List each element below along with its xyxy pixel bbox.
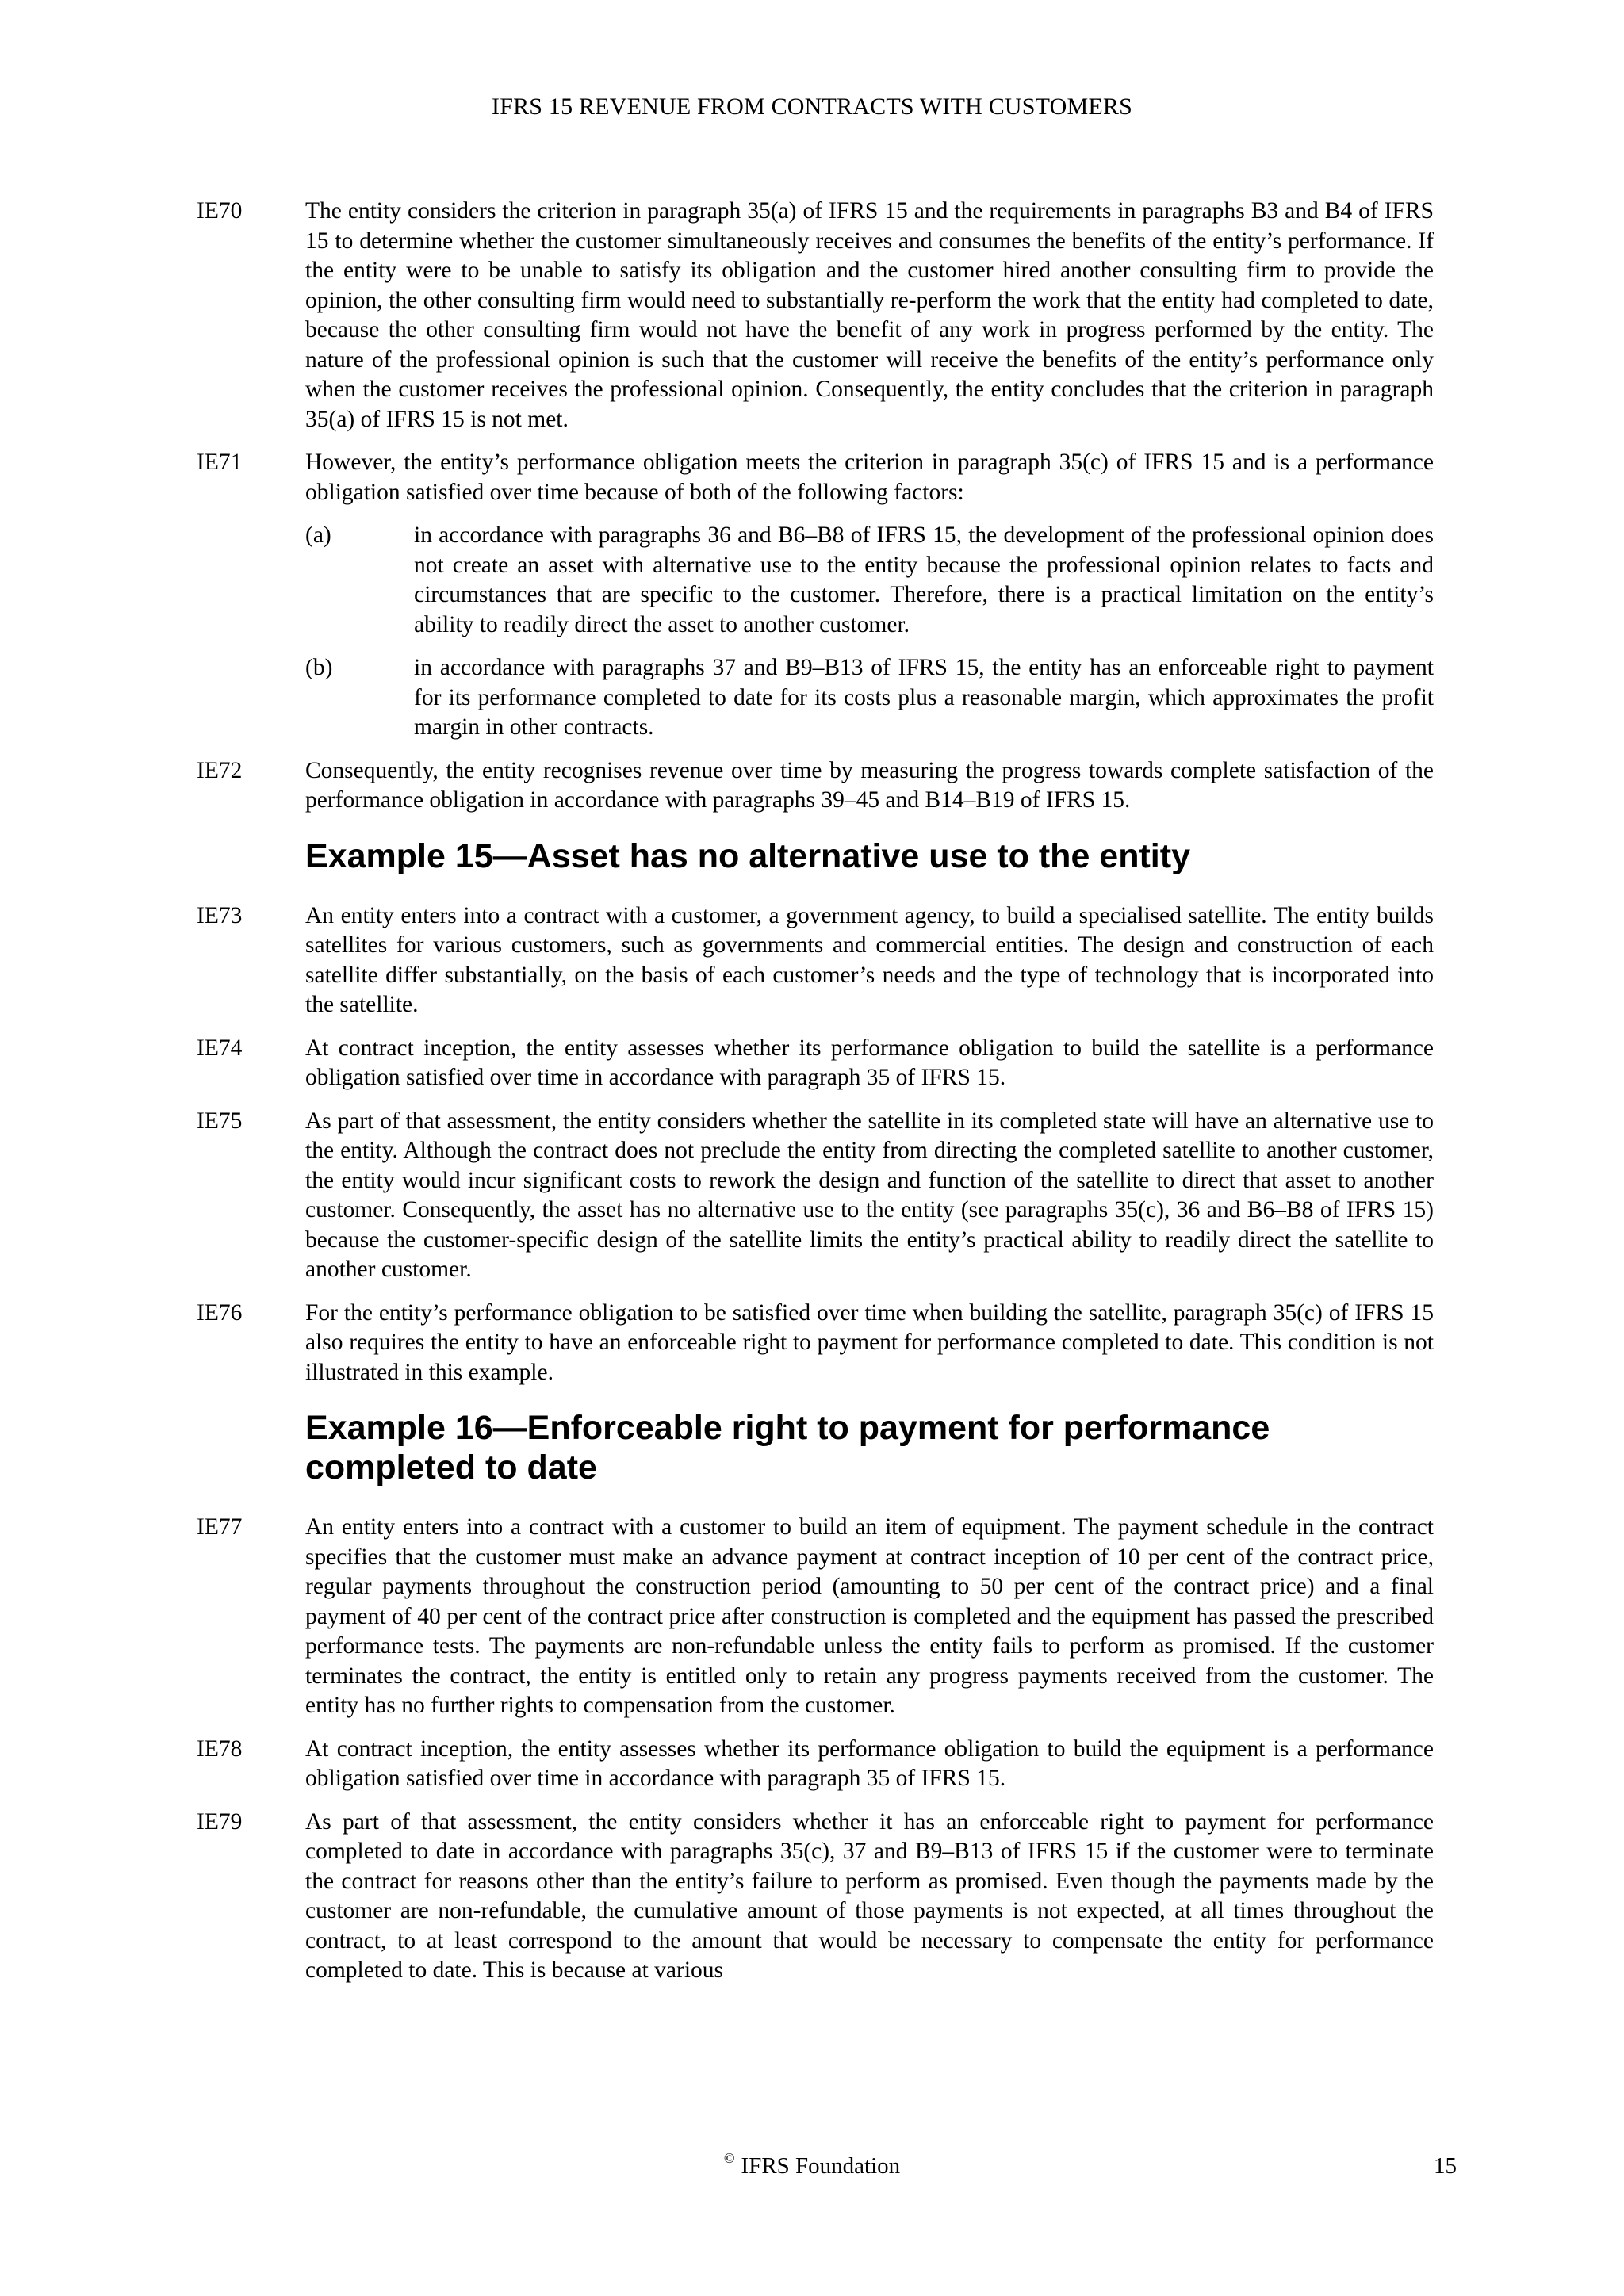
paragraph-ie70 <box>197 197 1434 434</box>
page-number: 15 <box>1434 2153 1457 2179</box>
section-heading-example-16: Example 16—Enforceable right to payment for performance completed to date <box>305 1409 1270 1487</box>
paragraph-number: IE77 <box>197 1514 243 1540</box>
paragraph-ie76 <box>197 1299 1434 1388</box>
paragraph-number: IE70 <box>197 198 243 224</box>
paragraph-ie74 <box>197 1034 1434 1093</box>
list-item <box>305 653 1434 743</box>
paragraph-ie71 <box>197 448 1434 507</box>
paragraph-number: IE74 <box>197 1035 243 1061</box>
list-item-text: in accordance with paragraphs 36 and B6–B8 of IFRS 15, the development of the professional opinion does not create an asset with alternative use to the entity because the professional opinion relates to facts and circumstances that are specific to the customer. Therefore, there is a practical limitation on the entity’s ability to readily direct the asset to another customer. <box>414 522 1434 637</box>
paragraph-number: IE78 <box>197 1735 243 1762</box>
paragraph-text: The entity considers the criterion in paragraph 35(a) of IFRS 15 and the requirements in paragraphs B3 and B4 of IFRS 15 to determine whether the customer simultaneously receives and consumes the benefits of the entity’s performance. If the entity were to be unable to satisfy its obligation and the customer hired another consulting firm to provide the opinion, the other consulting firm would need to substantially re-perform the work that the entity had completed to date, because the other consulting firm would not have the benefit of any work in progress performed by the entity. The nature of the professional opinion is such that the customer will receive the benefits of the entity’s performance only when the customer receives the professional opinion. Consequently, the entity concludes that the criterion in paragraph 35(a) of IFRS 15 is not met. <box>305 198 1434 432</box>
paragraph-text: Consequently, the entity recognises revenue over time by measuring the progress towards complete satisfaction of the performance obligation in accordance with paragraphs 39–45 and B14–B19 of IFRS 15. <box>305 757 1434 813</box>
paragraph-ie71-subitems <box>305 521 1434 743</box>
paragraph-ie73 <box>197 901 1434 1020</box>
paragraph-number: IE76 <box>197 1299 243 1326</box>
document-body <box>197 197 1434 1999</box>
copyright-symbol: © <box>723 2150 735 2166</box>
page-footer <box>0 2150 1624 2179</box>
list-item-label: (a) <box>305 522 331 548</box>
paragraph-number: IE71 <box>197 450 243 475</box>
paragraph-text: At contract inception, the entity assesses whether its performance obligation to build the equipment is a performance obligation satisfied over time in accordance with paragraph 35 of IFRS 15. <box>305 1735 1434 1791</box>
paragraph-ie77 <box>197 1513 1434 1721</box>
paragraph-ie79 <box>197 1808 1434 1986</box>
paragraph-text: At contract inception, the entity assesses whether its performance obligation to build the satellite is a performance obligation satisfied over time in accordance with paragraph 35 of IFRS 15. <box>305 1035 1434 1090</box>
paragraph-text: As part of that assessment, the entity considers whether it has an enforceable right to payment for performance completed to date in accordance with paragraphs 35(c), 37 and B9–B13 of IFRS 15 if the customer were to terminate the contract for reasons other than the entity’s failure to perform as promised. Even though the payments made by the customer are non-refundable, the cumulative amount of those payments is not expected, at all times throughout the contract, to at least correspond to the amount that would be necessary to compensate the entity for performance completed to date. This is because at various <box>305 1808 1434 1983</box>
paragraph-text: As part of that assessment, the entity considers whether the satellite in its completed state will have an alternative use to the entity. Although the contract does not preclude the entity from directing the completed satellite to another customer, the entity would incur significant costs to rework the design and function of the satellite to direct that asset to another customer. Consequently, the asset has no alternative use to the entity (see paragraphs 35(c), 36 and B6–B8 of IFRS 15) because the customer-specific design of the satellite limits the entity’s practical ability to readily direct the satellite to another customer. <box>305 1108 1434 1282</box>
paragraph-text: An entity enters into a contract with a customer, a government agency, to build a specialised satellite. The entity builds satellites for various customers, such as governments and commercial entities. The design and construction of each satellite differ substantially, on the basis of each customer’s needs and the type of technology that is incorporated into the satellite. <box>305 902 1434 1017</box>
paragraph-ie75 <box>197 1107 1434 1285</box>
page-header: IFRS 15 REVENUE FROM CONTRACTS WITH CUSTOMERS <box>492 94 1132 120</box>
list-item <box>305 521 1434 640</box>
paragraph-text: However, the entity’s performance obligation meets the criterion in paragraph 35(c) of IFRS 15 and is a performance obligation satisfied over time because of both of the following factors: <box>305 450 1434 505</box>
section-heading-example-15: Example 15—Asset has no alternative use to the entity <box>305 836 1190 875</box>
paragraph-number: IE79 <box>197 1808 243 1835</box>
footer-organization: IFRS Foundation <box>741 2153 901 2179</box>
list-item-label: (b) <box>305 655 333 680</box>
paragraph-number: IE75 <box>197 1108 243 1134</box>
paragraph-ie72 <box>197 756 1434 816</box>
paragraph-text: For the entity’s performance obligation to be satisfied over time when building the satellite, paragraph 35(c) of IFRS 15 also requires the entity to have an enforceable right to payment for performance completed to date. This condition is not illustrated in this example. <box>305 1299 1434 1385</box>
paragraph-text: An entity enters into a contract with a customer to build an item of equipment. The payment schedule in the contract specifies that the customer must make an advance payment at contract inception of 10 per cent of the contract price, regular payments throughout the construction period (amounting to 50 per cent of the contract price) and a final payment of 40 per cent of the contract price after construction is completed and the equipment has passed the prescribed performance tests. The payments are non-refundable unless the entity fails to perform as promised. If the customer terminates the contract, the entity is entitled only to retain any progress payments received from the customer. The entity has no further rights to compensation from the customer. <box>305 1514 1434 1718</box>
list-item-text: in accordance with paragraphs 37 and B9–B13 of IFRS 15, the entity has an enforceable right to payment for its performance completed to date for its costs plus a reasonable margin, which approximates the profit margin in other contracts. <box>414 655 1434 740</box>
paragraph-number: IE73 <box>197 902 243 928</box>
paragraph-ie78 <box>197 1735 1434 1794</box>
paragraph-number: IE72 <box>197 757 243 783</box>
